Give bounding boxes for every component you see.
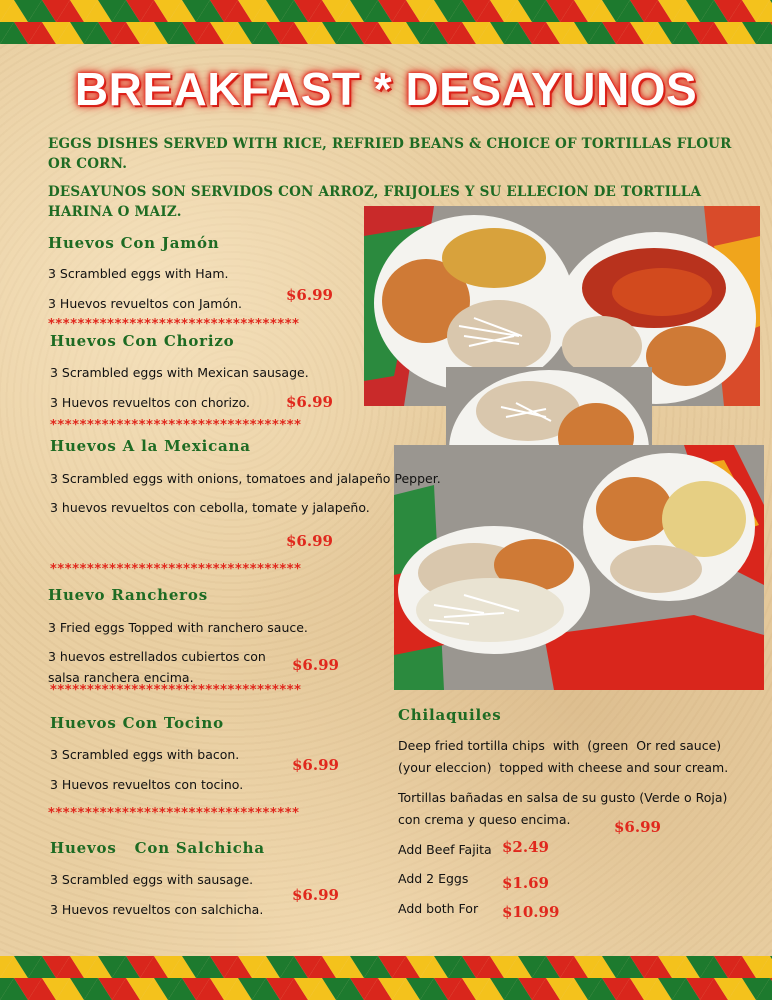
item-description-spanish: 3 Huevos revueltos con Jamón.	[48, 296, 243, 311]
item-title-huevos-con-salchicha: Huevos Con Salchicha	[50, 839, 265, 857]
top-decorative-border	[0, 0, 772, 44]
star-separator: **********************************	[48, 317, 300, 332]
item-price: $6.99	[292, 756, 339, 774]
star-separator: **********************************	[50, 562, 302, 577]
addon-label-both: Add both For	[398, 901, 479, 916]
item-title-huevos-a-la-mexicana: Huevos A la Mexicana	[50, 437, 251, 455]
item-title-chilaquiles: Chilaquiles	[398, 706, 502, 724]
item-price: $6.99	[286, 532, 333, 550]
item-description-english: 3 Scrambled eggs with bacon.	[50, 747, 240, 762]
page-title: BREAKFAST * DESAYUNOS	[74, 63, 698, 115]
addon-price-both: $10.99	[502, 903, 560, 921]
addon-price-beef-fajita: $2.49	[502, 838, 549, 856]
item-price: $6.99	[286, 286, 333, 304]
served-with-notice-english: EGGS DISHES SERVED WITH RICE, REFRIED BEANS & CHOICE OF TORTILLAS FLOUR OR CORN.	[48, 136, 732, 172]
chilaquiles-price: $6.99	[614, 818, 661, 836]
bottom-decorative-border	[0, 956, 772, 1000]
item-description-spanish: 3 huevos revueltos con cebolla, tomate y jalapeño.	[50, 500, 370, 515]
item-description-spanish: 3 Huevos revueltos con salchicha.	[50, 902, 264, 917]
addon-price-two-eggs: $1.69	[502, 874, 549, 892]
item-description-english: 3 Scrambled eggs with onions, tomatoes and jalapeño Pepper.	[50, 471, 441, 486]
chilaquiles-description-english-line-2: (your eleccion) topped with cheese and sour cream.	[398, 760, 729, 775]
chilaquiles-description-spanish-line-2: con crema y queso encima.	[398, 812, 571, 827]
item-title-huevo-rancheros: Huevo Rancheros	[48, 586, 208, 604]
chilaquiles-description-english-line-1: Deep fried tortilla chips with (green Or red sauce)	[398, 738, 722, 753]
item-description-spanish: 3 Huevos revueltos con chorizo.	[50, 395, 250, 410]
item-title-huevos-con-jamon: Huevos Con Jamón	[48, 234, 220, 252]
addon-label-two-eggs: Add 2 Eggs	[398, 871, 469, 886]
item-description-english: 3 Fried eggs Topped with ranchero sauce.	[48, 620, 308, 635]
item-price: $6.99	[292, 886, 339, 904]
item-description-english: 3 Scrambled eggs with sausage.	[50, 872, 254, 887]
item-description-spanish-line-2: salsa ranchera encima.	[48, 670, 194, 685]
item-description-english: 3 Scrambled eggs with Ham.	[48, 266, 229, 281]
item-title-huevos-con-tocino: Huevos Con Tocino	[50, 714, 224, 732]
chilaquiles-description-spanish-line-1: Tortillas bañadas en salsa de su gusto (Verde o Roja)	[398, 790, 728, 805]
item-price: $6.99	[286, 393, 333, 411]
item-title-huevos-con-chorizo: Huevos Con Chorizo	[50, 332, 235, 350]
item-description-spanish: 3 Huevos revueltos con tocino.	[50, 777, 244, 792]
item-description-spanish-line-1: 3 huevos estrellados cubiertos con	[48, 649, 266, 664]
star-separator: **********************************	[48, 806, 300, 821]
served-with-notice-spanish: DESAYUNOS SON SERVIDOS CON ARROZ, FRIJOLES Y SU ELLECION DE TORTILLA HARINA O MAIZ.	[48, 184, 702, 220]
food-photo-chilaquiles-plates	[394, 445, 764, 690]
item-price: $6.99	[292, 656, 339, 674]
item-description-english: 3 Scrambled eggs with Mexican sausage.	[50, 365, 309, 380]
star-separator: **********************************	[50, 683, 302, 698]
star-separator: **********************************	[50, 418, 302, 433]
addon-label-beef-fajita: Add Beef Fajita	[398, 842, 492, 857]
